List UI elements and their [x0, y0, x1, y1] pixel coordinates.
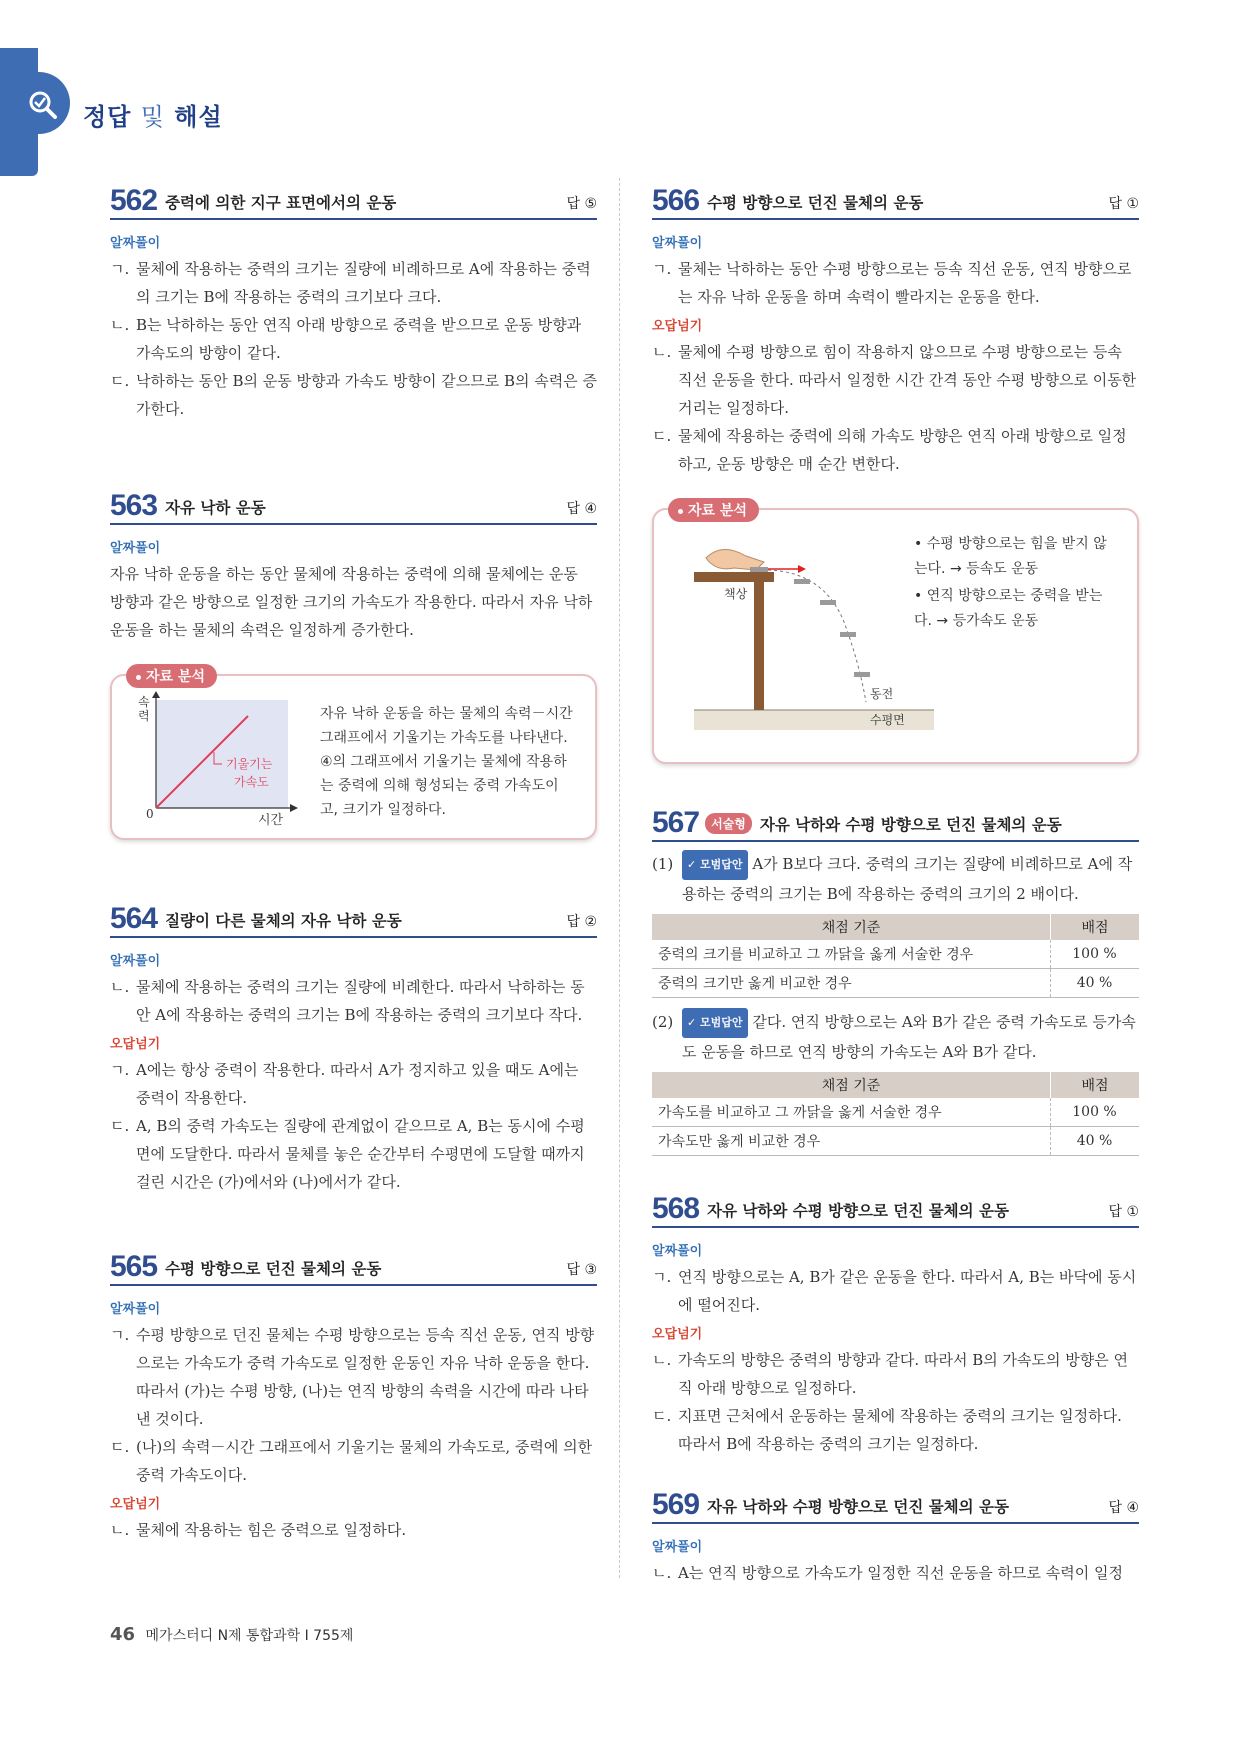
question-title: 자유 낙하와 수평 방향으로 던진 물체의 운동: [759, 816, 1062, 834]
question-number: 568: [652, 1192, 700, 1225]
question-565: [110, 1244, 597, 1544]
wrong-item: [652, 338, 1139, 422]
header-title: [83, 97, 223, 132]
graph-area: [156, 700, 288, 808]
item-mark: ㄷ.: [652, 427, 672, 445]
question-566: [652, 178, 1139, 764]
col-points: 배점: [1051, 1072, 1140, 1098]
analysis-bullet: • 수평 방향으로는 힘을 받지 않는다. → 등속도 운동: [914, 536, 1107, 577]
question-number: 566: [652, 184, 700, 217]
table-header-row: [652, 1072, 1139, 1098]
analysis-box: [110, 669, 597, 840]
question-569: [652, 1482, 1139, 1587]
wrong-item: [652, 1402, 1139, 1458]
coin-label: 동전: [870, 687, 894, 701]
question-number: 567: [652, 806, 700, 839]
item-mark: ㄷ.: [110, 1117, 130, 1135]
magnifier-check-icon: [26, 88, 58, 120]
coin-position: [794, 579, 810, 584]
solution-item: [110, 1321, 597, 1433]
analysis-tag-label: 자료 분석: [146, 669, 205, 685]
scoring-table-1: [652, 914, 1139, 998]
concise-solution-label: 알짜풀이: [110, 541, 161, 556]
header-title-c: 해설: [174, 103, 223, 131]
item-text: A, B의 중력 가속도는 질량에 관계없이 같으므로 A, B는 동시에 수평면에 도달한다. 따라서 물체를 놓은 순간부터 수평면에 도달할 때까지 걸린 시간은 (가)에서와 (나)에서가 같다.: [136, 1117, 585, 1191]
coin-position: [854, 672, 870, 677]
origin-label: 0: [146, 807, 154, 821]
question-title: 자유 낙하와 수평 방향으로 던진 물체의 운동: [707, 1202, 1009, 1220]
analysis-text: 자유 낙하 운동을 하는 물체의 속력－시간 그래프에서 기울기는 가속도를 나타낸다. ④의 그래프에서 기울기는 물체에 작용하는 중력에 의해 형성되는 중력 가속도이고, 크기가 일정하다.: [320, 706, 573, 818]
item-mark: ㄴ.: [652, 1564, 672, 1582]
question-header: [652, 1186, 1139, 1228]
item-text: 물체에 작용하는 중력의 크기는 질량에 비례한다. 따라서 낙하하는 동안 A에 작용하는 중력의 크기는 B에 작용하는 중력의 크기보다 작다.: [136, 978, 585, 1024]
coin-position: [840, 632, 856, 637]
model-answer-badge: ✓ 모범답안: [682, 850, 748, 880]
coin-start: [750, 567, 768, 572]
solution-text: 자유 낙하 운동을 하는 동안 물체에 작용하는 중력에 의해 물체에는 운동 방향과 같은 방향으로 일정한 크기의 가속도가 작용한다. 따라서 자유 낙하 운동을 하는 물체의 속력은 일정하게 증가한다.: [110, 565, 593, 639]
question-number: 563: [110, 489, 158, 522]
coin-position: [820, 600, 836, 605]
desk-label: 책상: [724, 587, 748, 601]
item-mark: ㄱ.: [652, 260, 672, 278]
criteria-cell: 중력의 크기만 옳게 비교한 경우: [652, 969, 1051, 998]
item-text: B는 낙하하는 동안 연직 아래 방향으로 중력을 받으므로 운동 방향과 가속도의 방향이 같다.: [136, 316, 582, 362]
analysis-tag-label: 자료 분석: [688, 503, 747, 519]
question-number: 564: [110, 902, 158, 935]
model-answer-badge-label: 모범답안: [700, 858, 743, 871]
concise-solution-label: 알짜풀이: [110, 954, 161, 969]
desk-leg: [754, 582, 764, 710]
question-564: [110, 896, 597, 1196]
item-text: A는 연직 방향으로 가속도가 일정한 직선 운동을 하므로 속력이 일정: [678, 1564, 1123, 1582]
table-row: [652, 1098, 1139, 1127]
item-mark: (2): [652, 1013, 674, 1031]
scoring-table-2: [652, 1072, 1139, 1156]
item-mark: ㄴ.: [110, 1521, 130, 1539]
answer-label: 답 ③: [566, 1262, 597, 1278]
analysis-tag: [126, 664, 217, 688]
wrong-answer-label: 오답넘기: [652, 1327, 703, 1342]
x-axis-label: 시간: [258, 813, 284, 828]
item-text: [682, 850, 1139, 908]
slope-label-2: 가속도: [234, 775, 269, 789]
solution-item: [110, 367, 597, 423]
question-567: [652, 800, 1139, 1156]
question-title: 자유 낙하와 수평 방향으로 던진 물체의 운동: [707, 1498, 1009, 1516]
item-mark: ㄷ.: [110, 372, 130, 390]
item-mark: (1): [652, 855, 674, 873]
question-header: [652, 178, 1139, 220]
item-mark: ㄱ.: [110, 260, 130, 278]
item-mark: ㄱ.: [652, 1268, 672, 1286]
item-mark: ㄱ.: [110, 1326, 130, 1344]
question-title: 중력에 의한 지구 표면에서의 운동: [165, 194, 397, 212]
analysis-box: [652, 503, 1139, 764]
answer-label: 답 ④: [566, 501, 597, 517]
wrong-answer-label: 오답넘기: [652, 319, 703, 334]
essay-badge: 서술형: [705, 813, 752, 834]
answer-label: 답 ①: [1108, 1204, 1139, 1220]
item-text: 물체에 수평 방향으로 힘이 작용하지 않으므로 수평 방향으로는 등속 직선 운동을 한다. 따라서 일정한 시간 간격 동안 수평 방향으로 이동한 거리는 일정하다.: [678, 343, 1137, 417]
question-header: [652, 1482, 1139, 1524]
solution-item: [652, 1559, 1139, 1587]
question-header: [110, 178, 597, 220]
analysis-bullets: [914, 532, 1114, 634]
col-criteria: 채점 기준: [652, 1072, 1051, 1098]
criteria-cell: 가속도를 비교하고 그 까닭을 옳게 서술한 경우: [652, 1098, 1051, 1127]
model-answer-badge: ✓ 모범답안: [682, 1008, 748, 1038]
points-cell: 100 %: [1051, 1098, 1140, 1127]
y-axis-label-1: 속: [138, 695, 150, 709]
desk-top: [694, 572, 774, 582]
question-number: 565: [110, 1250, 158, 1283]
question-title: 수평 방향으로 던진 물체의 운동: [707, 194, 924, 212]
question-header: [110, 483, 597, 525]
item-text: 물체는 낙하하는 동안 수평 방향으로는 등속 직선 운동, 연직 방향으로는 자유 낙하 운동을 하며 속력이 빨라지는 운동을 한다.: [678, 260, 1132, 306]
item-text: A에는 항상 중력이 작용한다. 따라서 A가 정지하고 있을 때도 A에는 중력이 작용한다.: [136, 1061, 579, 1107]
horizontal-throw-figure: [694, 532, 934, 742]
model-answer-text: A가 B보다 크다. 중력의 크기는 질량에 비례하므로 A에 작용하는 중력의 크기는 B에 작용하는 중력의 크기의 2 배이다.: [682, 855, 1133, 903]
header-title-b: 및: [140, 103, 165, 131]
item-text: 물체에 작용하는 힘은 중력으로 일정하다.: [136, 1521, 407, 1539]
wrong-item: [652, 1346, 1139, 1402]
model-answer-badge-label: 모범답안: [700, 1016, 743, 1029]
item-mark: ㄴ.: [652, 1351, 672, 1369]
item-text: [682, 1008, 1139, 1066]
wrong-answer-label: 오답넘기: [110, 1037, 161, 1052]
solution-item: [110, 973, 597, 1029]
y-axis-arrow-icon: [152, 691, 160, 698]
wrong-item: [110, 1112, 597, 1196]
floor-label: 수평면: [870, 713, 905, 727]
slope-label-1: 기울기는: [226, 757, 273, 771]
table-header-row: [652, 914, 1139, 940]
model-answer-1: [652, 850, 1139, 908]
book-title: 메가스터디 N제 통합과학 Ⅰ 755제: [145, 1628, 354, 1644]
tag-dot-icon: [678, 509, 683, 514]
x-axis-arrow-icon: [290, 804, 298, 812]
wrong-item: [110, 1516, 597, 1544]
question-header: [652, 800, 1139, 842]
table-row: [652, 1127, 1139, 1156]
concise-solution-label: 알짜풀이: [652, 236, 703, 251]
solution-item: [652, 255, 1139, 311]
item-mark: ㄴ.: [652, 343, 672, 361]
header-title-a: 정답: [83, 103, 132, 131]
col-points: 배점: [1051, 914, 1140, 940]
item-mark: ㄷ.: [110, 1438, 130, 1456]
analysis-bullet: • 연직 방향으로는 중력을 받는다. → 등가속도 운동: [914, 588, 1103, 629]
wrong-item: [110, 1056, 597, 1112]
question-title: 자유 낙하 운동: [165, 499, 266, 517]
concise-solution-label: 알짜풀이: [110, 1302, 161, 1317]
model-answer-2: [652, 1008, 1139, 1066]
question-562: [110, 178, 597, 423]
item-text: 낙하하는 동안 B의 운동 방향과 가속도 방향이 같으므로 B의 속력은 증가한다.: [136, 372, 597, 418]
question-title: 질량이 다른 물체의 자유 낙하 운동: [165, 912, 402, 930]
solution-item: [110, 311, 597, 367]
question-title: 수평 방향으로 던진 물체의 운동: [165, 1260, 382, 1278]
concise-solution-label: 알짜풀이: [652, 1540, 703, 1555]
answer-label: 답 ②: [566, 914, 597, 930]
question-header: [110, 896, 597, 938]
item-text: 지표면 근처에서 운동하는 물체에 작용하는 중력의 크기는 일정하다. 따라서 B에 작용하는 중력의 크기는 일정하다.: [678, 1407, 1122, 1453]
wrong-item: [652, 422, 1139, 478]
col-criteria: 채점 기준: [652, 914, 1051, 940]
criteria-cell: 중력의 크기를 비교하고 그 까닭을 옳게 서술한 경우: [652, 940, 1051, 969]
answer-label: 답 ①: [1108, 196, 1139, 212]
question-number: 562: [110, 184, 158, 217]
item-text: 수평 방향으로 던진 물체는 수평 방향으로는 등속 직선 운동, 연직 방향으로는 가속도가 중력 가속도로 일정한 운동인 자유 낙하 운동을 한다. 따라서 (가)는 수평 방향, (나)는 연직 방향의 속력을 시간에 따라 나타낸 것이다.: [136, 1326, 595, 1428]
points-cell: 100 %: [1051, 940, 1140, 969]
solution-item: [110, 255, 597, 311]
right-column: [652, 178, 1139, 1587]
table-row: [652, 940, 1139, 969]
question-header: [110, 1244, 597, 1286]
column-divider: [619, 178, 620, 1578]
question-number: 569: [652, 1488, 700, 1521]
page-number: 46: [110, 1624, 136, 1645]
concise-solution-label: 알짜풀이: [652, 1244, 703, 1259]
y-axis-label-2: 력: [138, 709, 150, 723]
table-row: [652, 969, 1139, 998]
hand-icon: [706, 549, 764, 570]
model-answer-text: 같다. 연직 방향으로는 A와 B가 같은 중력 가속도로 등가속도 운동을 하므로 연직 방향의 가속도는 A와 B가 같다.: [682, 1013, 1136, 1061]
speed-time-graph: [130, 690, 300, 830]
item-text: (나)의 속력－시간 그래프에서 기울기는 물체의 가속도로, 중력에 의한 중력 가속도이다.: [136, 1438, 593, 1484]
item-text: 물체에 작용하는 중력에 의해 가속도 방향은 연직 아래 방향으로 일정하고, 운동 방향은 매 순간 변한다.: [678, 427, 1127, 473]
solution-item: [652, 1263, 1139, 1319]
left-column: [110, 178, 597, 1544]
page-footer: [110, 1624, 353, 1645]
concise-solution-label: 알짜풀이: [110, 236, 161, 251]
question-563: [110, 483, 597, 840]
points-cell: 40 %: [1051, 969, 1140, 998]
tag-dot-icon: [136, 675, 141, 680]
solution-item: [110, 1433, 597, 1489]
item-mark: ㄱ.: [110, 1061, 130, 1079]
criteria-cell: 가속도만 옳게 비교한 경우: [652, 1127, 1051, 1156]
wrong-answer-label: 오답넘기: [110, 1497, 161, 1512]
item-mark: ㄷ.: [652, 1407, 672, 1425]
analysis-tag: [668, 498, 759, 522]
answer-label: 답 ⑤: [566, 196, 597, 212]
item-text: 연직 방향으로는 A, B가 같은 운동을 한다. 따라서 A, B는 바닥에 동시에 떨어진다.: [678, 1268, 1137, 1314]
item-mark: ㄴ.: [110, 316, 130, 334]
item-mark: ㄴ.: [110, 978, 130, 996]
item-text: 물체에 작용하는 중력의 크기는 질량에 비례하므로 A에 작용하는 중력의 크기는 B에 작용하는 중력의 크기보다 크다.: [136, 260, 591, 306]
item-text: 가속도의 방향은 중력의 방향과 같다. 따라서 B의 가속도의 방향은 연직 아래 방향으로 일정하다.: [678, 1351, 1128, 1397]
answer-label: 답 ④: [1108, 1500, 1139, 1516]
points-cell: 40 %: [1051, 1127, 1140, 1156]
question-568: [652, 1186, 1139, 1458]
arrow-head-icon: [798, 565, 806, 573]
